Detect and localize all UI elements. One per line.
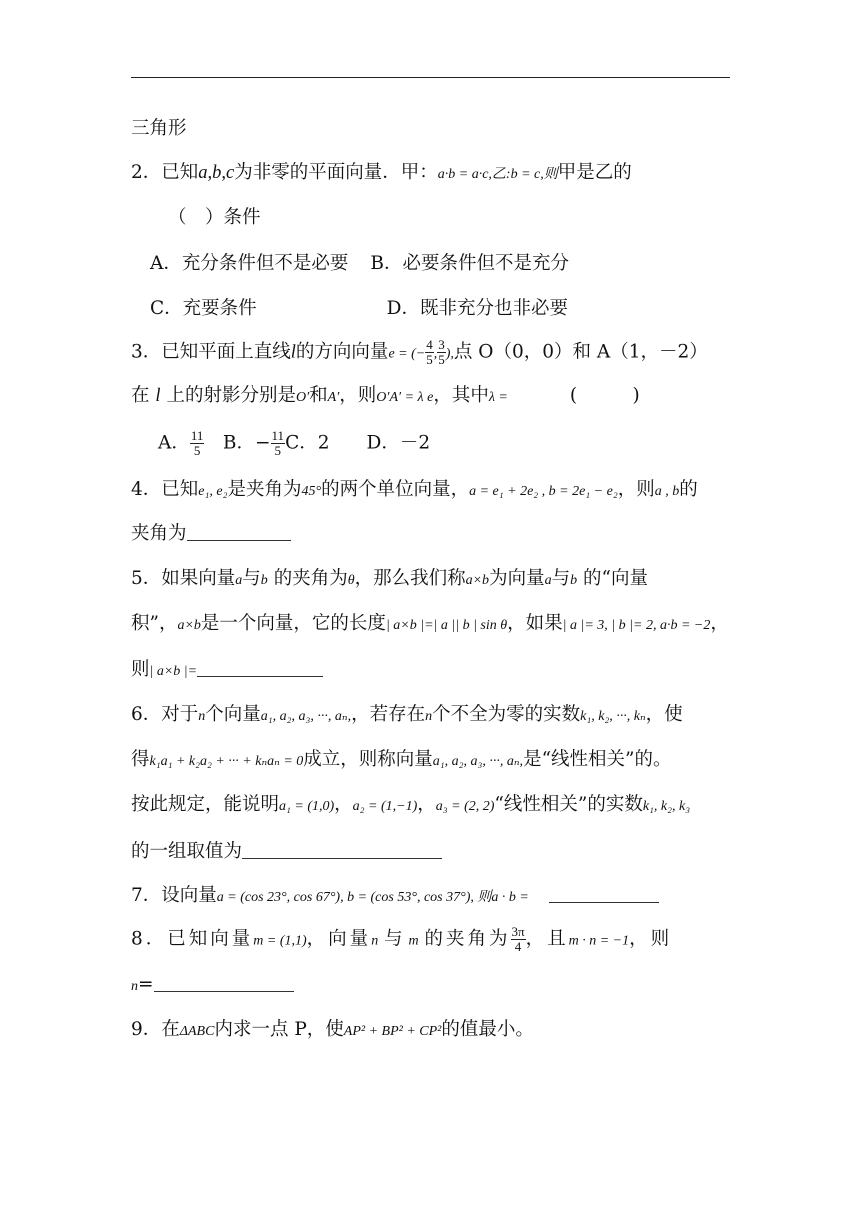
denominator: 4 xyxy=(514,939,522,954)
q5-c-expression: | a×b |= xyxy=(149,664,198,679)
q3-option-b-fraction xyxy=(271,429,286,458)
numerator: 11 xyxy=(190,428,204,443)
q5-b-if: ，如果 xyxy=(507,613,563,634)
q5-b2: b xyxy=(570,573,578,588)
q6-b-vectors: a₁, a₂, a₃, ···, aₙ, xyxy=(432,754,524,769)
q2-mid: 为非零的平面向量．甲： xyxy=(234,162,438,183)
question-8-line-1 xyxy=(131,925,731,955)
q8-m: m = (1,1) xyxy=(253,933,307,949)
question-2-options-cd xyxy=(150,296,750,322)
q6-c-a3: a₃ = (2, 2) xyxy=(435,799,495,814)
q3-b-mid2: ，则 xyxy=(339,385,377,406)
question-2-options-ab xyxy=(150,251,750,277)
q4-definitions: a = e₁ + 2e₂ , b = 2e₁ − e₂ xyxy=(469,484,618,499)
numerator: 11 xyxy=(271,428,285,443)
q5-quote: 的“向量 xyxy=(582,568,648,589)
q3-fraction-2 xyxy=(437,338,446,367)
q9-mid: 内求一点 P，使 xyxy=(214,1019,344,1040)
q8-answer-blank[interactable] xyxy=(154,973,294,992)
q5-b-comma: ， xyxy=(710,613,729,634)
q3-option-cd: C．2 D．－2 xyxy=(285,432,431,454)
q3-line-l: l xyxy=(290,342,296,363)
q6-c-ks: k₁, k₂, k₃ xyxy=(642,799,691,814)
q2-blank: （ ）条件 xyxy=(168,207,261,228)
q5-cross: a×b xyxy=(465,573,490,588)
q3-option-a-fraction xyxy=(190,429,205,458)
q6-exists: ，若存在 xyxy=(351,704,426,725)
question-4-line-1 xyxy=(131,477,731,505)
q3-b-mid1: 上的射影分别是 xyxy=(166,385,296,406)
q3-b-answer-paren: ( ) xyxy=(569,385,640,406)
question-3-options xyxy=(158,429,758,458)
q5-and: 与 xyxy=(242,568,261,589)
q3-mid: 的方向向量 xyxy=(295,341,389,363)
q5-and2: 与 xyxy=(551,568,571,589)
q3-option-b: B．− xyxy=(222,432,271,454)
q9-triangle: ΔABC xyxy=(179,1024,215,1039)
denominator: 5 xyxy=(426,352,433,367)
q3-prefix: 3．已知平面上直线 xyxy=(131,341,291,363)
q5-c-then: 则 xyxy=(131,659,150,680)
question-6-line-1 xyxy=(131,702,731,730)
q8-m2: m xyxy=(408,933,419,949)
q7-prefix: 7．设向量 xyxy=(131,885,217,906)
q9-prefix: 9．在 xyxy=(131,1019,180,1040)
q4-ab: a , b xyxy=(654,484,680,499)
q6-c-sep1: ， xyxy=(334,794,353,815)
q6-answer-blank[interactable] xyxy=(242,840,442,859)
question-5-line-2 xyxy=(131,611,731,639)
q6-prefix: 6．对于 xyxy=(131,704,199,725)
q5-b-length-text: 是一个向量，它的长度 xyxy=(200,613,386,634)
q8-then: ，则 xyxy=(629,928,673,950)
q7-answer-blank[interactable] xyxy=(549,884,659,903)
q3-b-a-prime: A′ xyxy=(327,390,340,405)
q2-option-d: D．既非充分也非必要 xyxy=(386,298,568,319)
question-8-line-2 xyxy=(131,972,731,1000)
q3-b-prefix: 在 xyxy=(131,385,150,406)
q6-b-prefix: 得 xyxy=(131,749,150,770)
q5-b-conditions: | a |= 3, | b |= 2, a·b = −2 xyxy=(562,618,711,633)
q3-b-line-l: l xyxy=(155,386,161,406)
q6-c-a2: a₂ = (1,−1) xyxy=(352,799,418,814)
denominator: 5 xyxy=(193,443,201,458)
question-5-line-1 xyxy=(131,566,731,594)
q6-b-def: 是“线性相关”的。 xyxy=(523,749,672,770)
q9-suffix: 的值最小。 xyxy=(441,1019,534,1040)
q3-b-lambda: λ = xyxy=(488,390,508,405)
q5-answer-blank[interactable] xyxy=(197,658,323,677)
q6-make: ，使 xyxy=(645,704,683,725)
q5-call: ，那么我们称 xyxy=(354,568,466,589)
q6-n2: n xyxy=(425,709,433,724)
numerator: 3π xyxy=(511,924,525,939)
q3-b-o-prime: O′ xyxy=(295,390,310,405)
q8-vector-text: ，向量 xyxy=(306,928,372,950)
q8-angle-text: 的夹角为 xyxy=(424,928,511,950)
q2-vectors: a,b,c xyxy=(198,163,235,183)
q2-suffix: 甲是乙的 xyxy=(557,162,632,183)
q2-option-b: B．必要条件但不是充分 xyxy=(370,253,569,274)
header-rule xyxy=(131,77,730,78)
q6-c-a1: a₁ = (1,0) xyxy=(279,799,335,814)
q6-b-equation: k₁a₁ + k₂a₂ + ··· + kₙaₙ = 0 xyxy=(149,754,304,769)
q8-dot: m · n = −1 xyxy=(568,933,630,949)
q3-comma: , xyxy=(433,346,438,362)
q8-b-n: n xyxy=(131,979,138,994)
denominator: 5 xyxy=(438,352,445,367)
text-line-1 xyxy=(131,116,731,142)
question-6-line-2 xyxy=(131,747,731,775)
q6-reals-text: 个不全为零的实数 xyxy=(432,704,581,725)
q5-b-prefix: 积”， xyxy=(131,613,178,634)
q8-prefix: 8．已知向量 xyxy=(131,928,254,950)
question-3-line-1 xyxy=(131,338,731,368)
q9-expression: AP² + BP² + CP² xyxy=(343,1024,442,1039)
q5-prefix: 5．如果向量 xyxy=(131,568,236,589)
q3-vector-e: e = (− xyxy=(388,346,426,362)
question-6-line-3 xyxy=(131,792,731,820)
q3-b-equation: O′A′ = λ e xyxy=(376,390,434,405)
denominator: 5 xyxy=(274,443,282,458)
q3-b-mid3: ，其中 xyxy=(433,385,489,406)
question-3-line-2 xyxy=(131,383,731,411)
numerator: 4 xyxy=(426,337,433,352)
question-2-line-2 xyxy=(168,205,768,231)
q8-and-also: ，且 xyxy=(525,928,569,950)
q5-theta: θ xyxy=(347,573,355,588)
q4-mid2: 的两个单位向量， xyxy=(321,479,470,500)
q2-condition: a·b = a·c,乙:b = c,则 xyxy=(437,167,558,182)
q4-prompt: 夹角为 xyxy=(131,523,187,544)
q2-prefix: 2．已知 xyxy=(131,162,199,183)
q5-b: b xyxy=(260,573,268,588)
q8-fraction xyxy=(511,925,526,954)
q6-vectors: a₁, a₂, a₃, ···, aₙ, xyxy=(260,709,352,724)
question-7 xyxy=(131,883,731,911)
q5-b-length-formula: | a×b |=| a || b | sin θ xyxy=(385,618,508,633)
q4-prefix: 4．已知 xyxy=(131,479,199,500)
q8-b-eq: = xyxy=(138,974,154,995)
q3-close: ), xyxy=(445,346,454,362)
q6-d-prompt: 的一组取值为 xyxy=(131,841,243,862)
question-9 xyxy=(131,1017,731,1045)
q3-points: 点 O（0，0）和 A（1，－2） xyxy=(453,341,708,363)
question-2-line-1 xyxy=(131,160,731,188)
q4-answer-blank[interactable] xyxy=(187,522,291,541)
q6-vectors-text: 个向量 xyxy=(205,704,261,725)
q6-c-prefix: 按此规定，能说明 xyxy=(131,794,280,815)
q5-angle-text: 的夹角为 xyxy=(273,568,348,589)
q5-for: 为向量 xyxy=(489,568,545,589)
q3-fraction-1 xyxy=(425,338,434,367)
q3-option-a: A． xyxy=(158,432,190,454)
q8-n: n xyxy=(371,933,379,949)
q4-unit-vectors: e₁, e₂ xyxy=(198,484,228,499)
q4-mid: 是夹角为 xyxy=(227,479,302,500)
line-text: 三角形 xyxy=(131,118,187,139)
q8-and: 与 xyxy=(384,928,403,950)
question-6-line-4 xyxy=(131,839,731,865)
q6-n: n xyxy=(198,709,206,724)
q5-a2: a xyxy=(544,573,552,588)
q4-end: 的 xyxy=(679,479,698,500)
q7-expression: a = (cos 23°, cos 67°), b = (cos 53°, cos 37°), 则a · b = xyxy=(216,890,529,905)
question-5-line-3 xyxy=(131,657,731,685)
q4-angle: 45° xyxy=(301,484,322,499)
q4-then: ，则 xyxy=(617,479,655,500)
numerator: 3 xyxy=(438,337,445,352)
q3-b-and: 和 xyxy=(309,385,328,406)
question-4-line-2 xyxy=(131,521,731,547)
q2-option-a: A．充分条件但不是必要 xyxy=(150,253,349,274)
q5-b-cross: a×b xyxy=(177,618,201,633)
q6-c-sep2: ， xyxy=(417,794,436,815)
q5-a: a xyxy=(235,573,243,588)
q6-ks: k₁, k₂, ···, kₙ xyxy=(580,709,646,724)
q2-option-c: C．充要条件 xyxy=(150,298,257,319)
q6-c-text: “线性相关”的实数 xyxy=(494,794,643,815)
q6-b-holds: 成立，则称向量 xyxy=(303,749,433,770)
